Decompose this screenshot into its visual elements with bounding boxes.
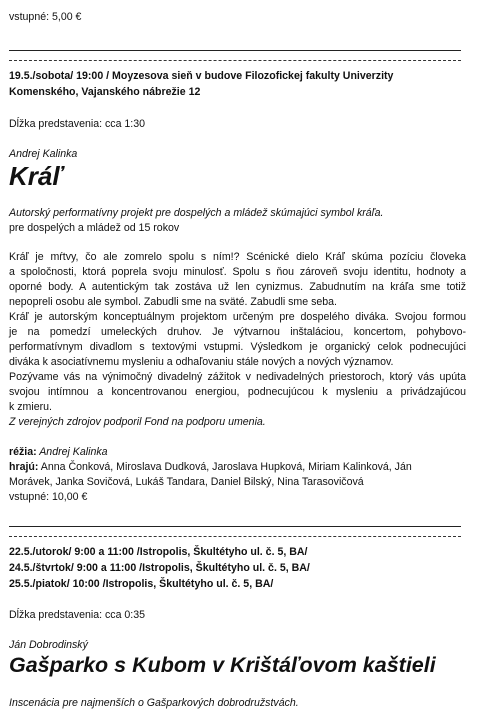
event1-audience: pre dospelých a mládež od 15 rokov: [9, 222, 180, 234]
event2-title: Gašparko s Kubom v Krištáľovom kaštieli: [9, 653, 436, 677]
event1-venue: Komenského, Vajanského nábrežie 12: [9, 86, 201, 98]
event1-description-line: oporné body. A autentickým tak zostáva už len cynizmus. Zabudnutím na kráľa sme totiž: [9, 281, 466, 293]
event1-director: [9, 446, 108, 459]
event1-subtitle: Autorský performatívny projekt pre dospelých a mládež skúmajúci symbol kráľa.: [9, 207, 384, 219]
event1-description-line: performatívnym divadlom s textovými vstupmi. Výsledkom je organický celok podnecujúci: [9, 341, 466, 353]
separator-line: [9, 526, 461, 527]
event1-description-line: svojou intímnou a koncentrovanou energiou, podnecujúcou k mysleniu a privádzajúcou: [9, 386, 466, 398]
director-name: Andrej Kalinka: [36, 446, 108, 458]
event1-duration: Dĺžka predstavenia: cca 1:30: [9, 118, 146, 130]
event1-description-line: a spoločnosti, ktorá poprela svoju minulosť. Spolu s ňou zároveň svoju identitu, hodnoty a: [9, 266, 466, 278]
event1-description-line: Kráľ je mŕtvy, čo ale zomrelo spolu s ním!? Scénické dielo Kráľ skúma pozíciu človeka: [9, 251, 466, 263]
separator-dashed: [9, 536, 461, 537]
separator-line: [9, 50, 461, 51]
entry-fee-top: vstupné: 5,00 €: [9, 11, 82, 23]
event1-description-line: je na pomedzí umeleckých druhov. Je výtvarnou inštaláciou, koncertom, pohybovo-: [9, 326, 466, 338]
event1-description-line: Kráľ je autorským konceptuálnym projektom určeným pre dospelého diváka. Svojou formou: [9, 311, 466, 323]
event1-cast-continued: Morávek, Janka Sovičová, Lukáš Tandara, Daniel Bilský, Nina Tarasovičová: [9, 476, 364, 488]
cast-label: hrajú:: [9, 461, 39, 473]
event1-cast: [9, 461, 412, 474]
event1-description-line: Pozývame vás na výnimočný divadelný zážitok v nedivadelných priestoroch, ktorý vás upúta: [9, 371, 466, 383]
event1-support-note: Z verejných zdrojov podporil Fond na podporu umenia.: [9, 416, 266, 428]
event1-description-line: diváka k asociatívnemu mysleniu a odhaľovaniu stále nových a nových významov.: [9, 356, 394, 368]
event1-dates: 19.5./sobota/ 19:00 / Moyzesova sieň v budove Filozofickej fakulty Univerzity: [9, 70, 394, 82]
event2-author: Ján Dobrodinský: [9, 639, 88, 651]
event1-description-line: nepopreli osobu ale symbol. Zabudli sme na sväté. Zabudli sme seba.: [9, 296, 337, 308]
cast-names: Anna Čonková, Miroslava Dudková, Jaroslava Hupková, Miriam Kalinková, Ján: [38, 461, 412, 473]
event2-date: 24.5./štvrtok/ 9:00 a 11:00 /Istropolis, Škultétyho ul. č. 5, BA/: [9, 562, 310, 574]
event2-subtitle: Inscenácia pre najmenších o Gašparkových dobrodružstvách.: [9, 697, 299, 709]
director-label: réžia:: [9, 446, 37, 458]
separator-dashed: [9, 60, 461, 61]
event2-date: 22.5./utorok/ 9:00 a 11:00 /Istropolis, Škultétyho ul. č. 5, BA/: [9, 546, 308, 558]
event1-title: Kráľ: [9, 161, 63, 191]
event1-description-line: k zmieru.: [9, 401, 52, 413]
event2-date: 25.5./piatok/ 10:00 /Istropolis, Škultétyho ul. č. 5, BA/: [9, 578, 274, 590]
event1-fee: vstupné: 10,00 €: [9, 491, 88, 503]
event1-author: Andrej Kalinka: [9, 148, 78, 160]
event2-duration: Dĺžka predstavenia: cca 0:35: [9, 609, 146, 621]
